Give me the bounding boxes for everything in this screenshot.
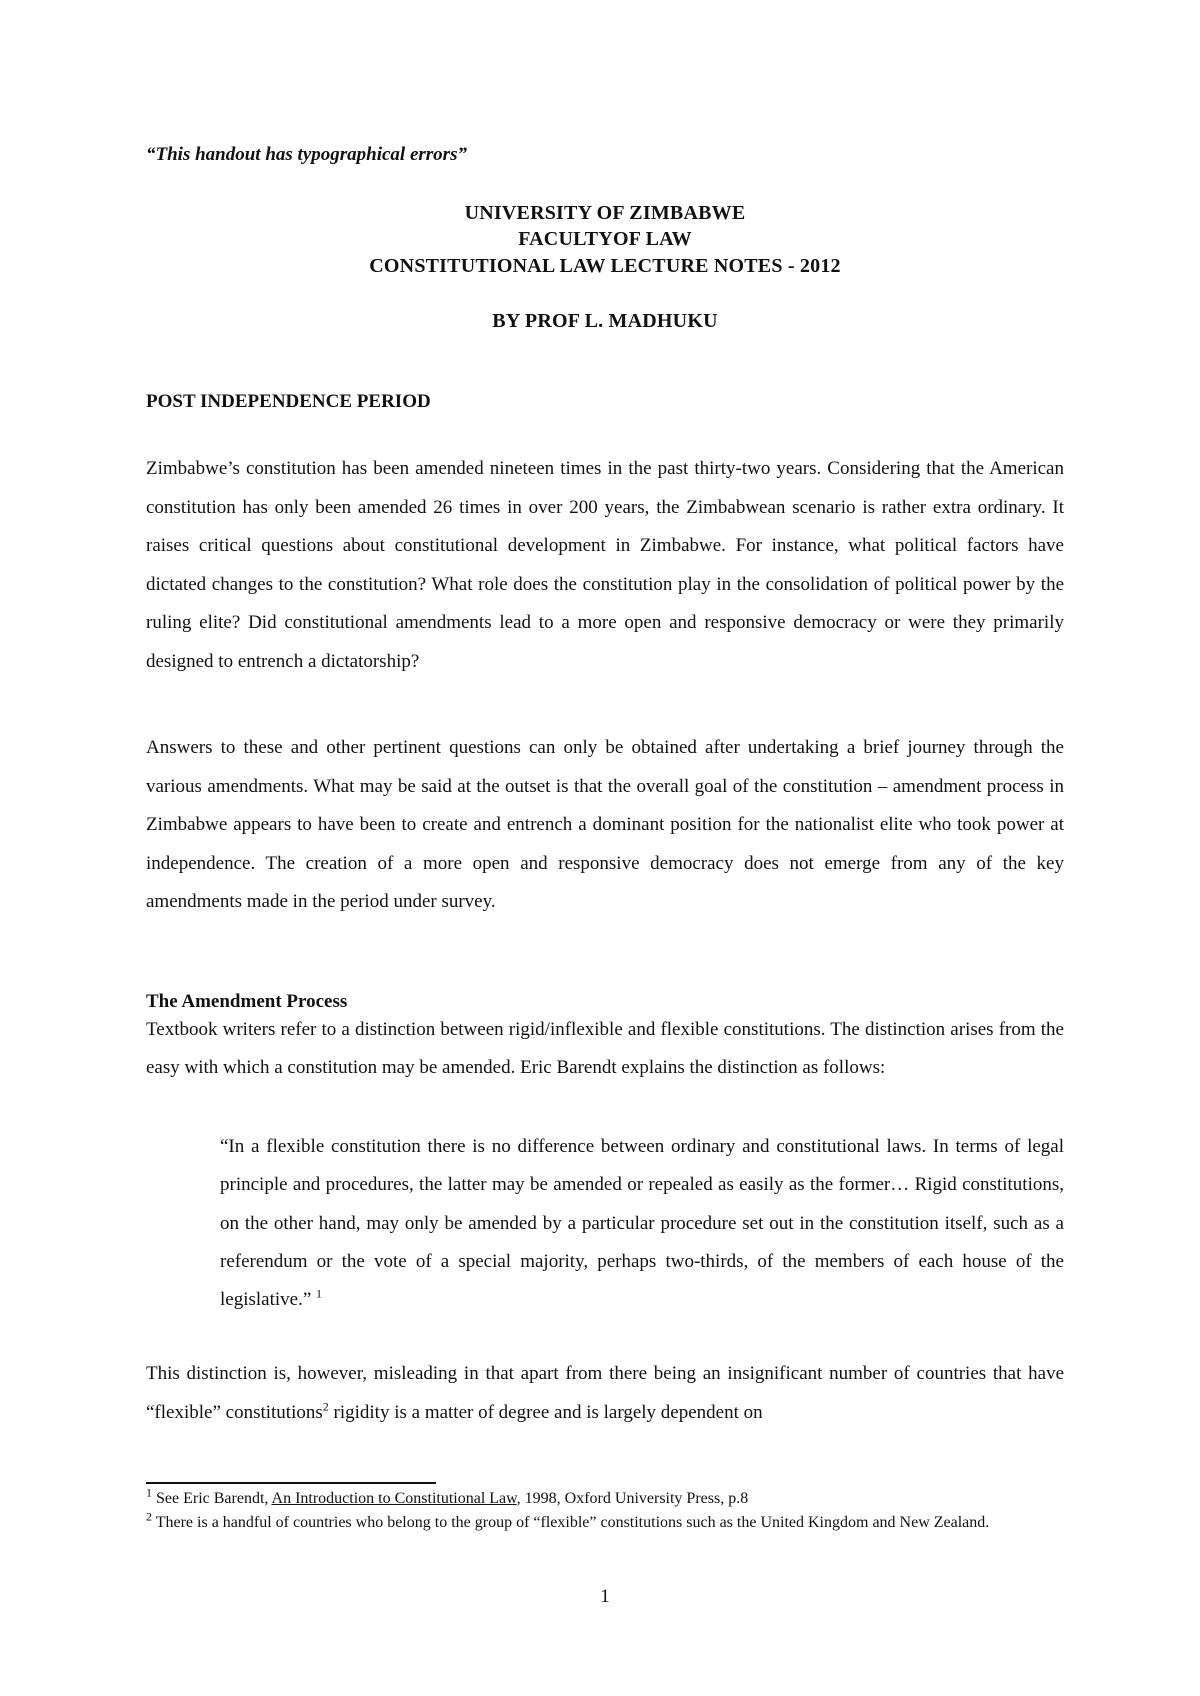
footnote-ref-1[interactable]: 1 [316, 1286, 323, 1301]
block-quote-barendt [220, 1128, 1064, 1319]
quote-text: “In a flexible constitution there is no difference between ordinary and constitutional laws. In terms of legal principle and procedures, the latter may be amended or repealed as easily as the former… Rigid constitutions, on the other hand, may only be amended by a particular procedure set out in the constitution itself, such as a referendum or the vote of a special majority, perhaps two-thirds, of the members of each house of the legislative.” [220, 1136, 1064, 1311]
institution-heading: UNIVERSITY OF ZIMBABWE [464, 202, 746, 224]
paragraph-text-end: rigidity is a matter of degree and is largely dependent on [328, 1401, 763, 1423]
section-title-post-independence: POST INDEPENDENCE PERIOD [146, 391, 431, 412]
paragraph-amendments-overview: Zimbabwe’s constitution has been amended nineteen times in the past thirty-two years. Considering that the American constitution has only been amended 26 times in over 200 years, the Zimbabwean scenario is rather extra ordinary. It raises critical questions about constitutional development in Zimbabwe. For instance, what political factors have dictated changes to the constitution? What role does the constitution play in the consolidation of political power by the ruling elite? Did constitutional amendments lead to a more open and responsive democracy or were they primarily designed to entrench a dictatorship? [146, 458, 1064, 672]
paragraph-amendment-goals: Answers to these and other pertinent questions can only be obtained after undertaking a brief journey through the various amendments. What may be said at the outset is that the overall goal of the constitution – amendment process in Zimbabwe appears to have been to create and entrench a dominant position for the nationalist elite who took power at independence. The creation of a more open and responsive democracy does not emerge from any of the key amendments made in the period under survey. [146, 737, 1064, 912]
author-heading: BY PROF L. MADHUKU [492, 310, 718, 332]
footnote-2 [146, 1509, 1064, 1534]
footnote-number: 2 [146, 1509, 152, 1524]
section-title-amendment-process: The Amendment Process [146, 991, 348, 1012]
footnote-ref-2[interactable]: 2 [322, 1399, 329, 1414]
footnote-text: See Eric Barendt, [152, 1490, 272, 1507]
faculty-heading: FACULTYOF LAW [518, 228, 692, 250]
paragraph-distinction-misleading [146, 1355, 1064, 1432]
course-heading: CONSTITUTIONAL LAW LECTURE NOTES - 2012 [369, 255, 841, 277]
footnote-number: 1 [146, 1485, 152, 1500]
typo-disclaimer: “This handout has typographical errors” [146, 144, 467, 165]
cited-book-title: An Introduction to Constitutional Law [271, 1490, 517, 1507]
paragraph-text-start: This distinction is, however, misleading in that apart from there being an insignificant number of countries that have “flexible” constitutions [146, 1363, 1064, 1423]
footnote-1 [146, 1485, 1064, 1510]
paragraph-rigid-flexible: Textbook writers refer to a distinction between rigid/inflexible and flexible constitutions. The distinction arises from the easy with which a constitution may be amended. Eric Barendt explains the distinction as follows: [146, 1019, 1064, 1078]
footnote-separator [146, 1482, 436, 1484]
footnote-text: There is a handful of countries who belong to the group of “flexible” constitutions such as the United Kingdom and New Zealand. [152, 1514, 990, 1531]
page-number: 1 [600, 1586, 610, 1607]
footnote-citation-details: , 1998, Oxford University Press, p.8 [516, 1490, 749, 1507]
